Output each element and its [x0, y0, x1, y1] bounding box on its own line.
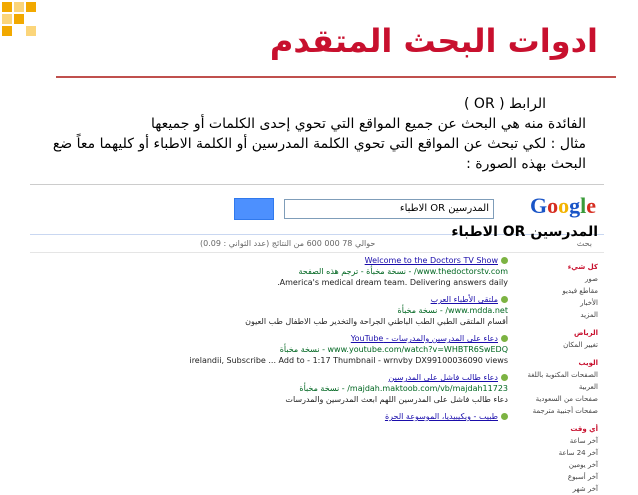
- logo-letter: g: [569, 193, 581, 218]
- search-button[interactable]: [234, 198, 274, 220]
- logo-letter: e: [586, 193, 596, 218]
- results-count: حوالي 78 000 600 من النتائج (عدد الثواني : 0.09): [200, 239, 376, 248]
- slide-title: ادوات البحث المتقدم: [269, 22, 598, 60]
- sidebar-group-heading[interactable]: أي وقت: [570, 425, 598, 433]
- example-line-1: مثال : لكي تبحث عن المواقع التي تحوي الكلمة المدرسين أو الكلمة الاطباء أو كليهما معاً ضع: [52, 136, 586, 152]
- search-result: [118, 411, 508, 422]
- logo-letter: o: [547, 193, 559, 218]
- result-url: www.youtube.com/watch?v=WHBTR6SwEDQ - نسخة مخبأة: [279, 345, 508, 354]
- result-snippet: دعاء طالب فاشل على المدرسين اللهم ابعث المدرسين والمدرسات: [285, 395, 508, 404]
- filter-sidebar: [526, 255, 604, 493]
- logo-letter: l: [580, 193, 587, 218]
- sidebar-filter-item[interactable]: آخر يومين: [568, 461, 598, 469]
- result-url: www.mdda.net/ - نسخة مخبأة: [397, 306, 508, 315]
- result-url: majdah.maktoob.com/vb/majdah11723/ - نسخة مخبأة: [299, 384, 508, 393]
- result-snippet: أقسام الملتقى الطبي الطب الباطني الجراحة والتخدير طب الاطفال طب العيون: [245, 317, 508, 326]
- benefit-line: الفائدة منه هي البحث عن جميع المواقع التي تحوي إحدى الكلمات أو جميعها: [150, 116, 586, 132]
- search-result: [118, 333, 508, 366]
- sidebar-filter-item[interactable]: المزيد: [580, 311, 598, 319]
- sidebar-filter-item[interactable]: آخر شهر: [572, 485, 598, 493]
- logo-letter: G: [529, 193, 548, 218]
- search-mode-label: بحث: [576, 239, 592, 248]
- slide-body: [26, 94, 586, 174]
- result-title-link[interactable]: طبيب - ويكيبيديا، الموسوعة الحرة: [118, 411, 508, 422]
- search-result: [118, 294, 508, 327]
- search-input[interactable]: المدرسين OR الاطباء: [284, 199, 494, 219]
- sidebar-filter-item[interactable]: صور: [585, 275, 598, 283]
- sidebar-filter-item[interactable]: آخر أسبوع: [567, 473, 598, 481]
- preview-icon[interactable]: [501, 296, 508, 303]
- sidebar-group-heading[interactable]: كل شيء: [567, 263, 598, 271]
- google-logo: [530, 193, 596, 219]
- results-list: [118, 255, 508, 476]
- sidebar-filter-item[interactable]: تغيير المكان: [563, 341, 598, 349]
- sidebar-group-heading[interactable]: الويب: [578, 359, 598, 367]
- result-snippet: America's medical dream team. Delivering answers daily.: [277, 278, 508, 287]
- sidebar-filter-item[interactable]: آخر ساعة: [569, 437, 598, 445]
- example-line-2: البحث بهذه الصورة :: [466, 156, 586, 172]
- sidebar-group-heading[interactable]: الرياض: [573, 329, 598, 337]
- sidebar-filter-item[interactable]: مقاطع فيديو: [562, 287, 598, 295]
- title-divider: [56, 76, 616, 78]
- query-example: المدرسين OR الاطباء: [451, 224, 598, 240]
- result-title-link[interactable]: دعاء على المدرسين والمدرسات - YouTube: [118, 333, 508, 344]
- preview-icon[interactable]: [501, 335, 508, 342]
- search-result: [118, 372, 508, 405]
- sidebar-filter-item[interactable]: الصفحات المكتوبة باللغة العربية: [527, 371, 598, 391]
- preview-icon[interactable]: [501, 257, 508, 264]
- result-title-link[interactable]: دعاء طالب فاشل على المدرسين: [118, 372, 508, 383]
- sidebar-filter-item[interactable]: صفحات من السعودية: [535, 395, 598, 403]
- preview-icon[interactable]: [501, 374, 508, 381]
- or-operator-line: الرابط ( OR ): [464, 96, 546, 112]
- search-result: [118, 255, 508, 288]
- result-title-link[interactable]: ملتقى الأطباء العرب: [118, 294, 508, 305]
- corner-decoration: [0, 0, 44, 44]
- result-title-link[interactable]: Welcome to the Doctors TV Show: [118, 255, 508, 266]
- sidebar-filter-item[interactable]: آخر 24 ساعة: [558, 449, 598, 457]
- preview-icon[interactable]: [501, 413, 508, 420]
- result-url: www.thedoctorstv.com/ - نسخة مخبأة - ترجم هذه الصفحة: [298, 267, 508, 276]
- logo-letter: o: [558, 193, 570, 218]
- sidebar-filter-item[interactable]: الأخبار: [580, 299, 598, 307]
- sidebar-filter-item[interactable]: صفحات أجنبية مترجمة: [532, 407, 598, 415]
- result-snippet: irelandii, Subscribe ... Add to - 1:17 Thumbnail - wrnvby DX99100036090 views: [189, 356, 508, 365]
